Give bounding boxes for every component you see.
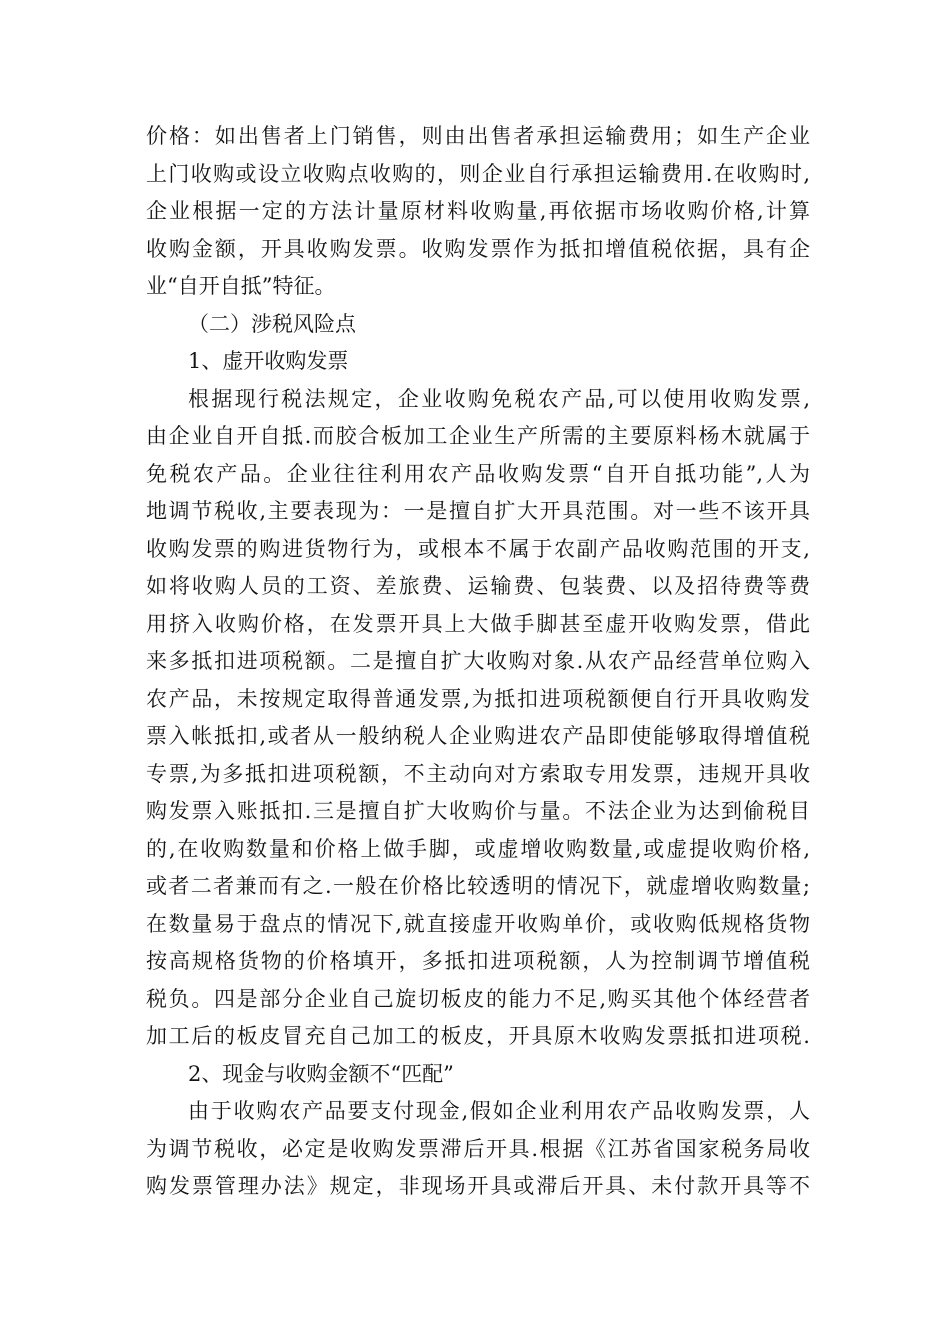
paragraph-line: 地调节税收,主要表现为：一是擅自扩大开具范围。对一些不该开具 [146, 499, 810, 523]
paragraph-line: 购发票管理办法》规定，非现场开具或滞后开具、未付款开具等不 [146, 1174, 810, 1198]
paragraph-line: 如将收购人员的工资、差旅费、运输费、包装费、以及招待费等费 [146, 574, 810, 598]
paragraph-line: 企业根据一定的方法计量原材料收购量,再依据市场收购价格,计算 [146, 199, 810, 223]
paragraph-line: 的,在收购数量和价格上做手脚，或虚增收购数量,或虚提收购价格, [146, 836, 810, 861]
paragraph-line: 购发票入账抵扣.三是擅自扩大收购价与量。不法企业为达到偷税目 [146, 799, 810, 823]
paragraph-line: 用挤入收购价格，在发票开具上大做手脚甚至虚开收购发票，借此 [146, 611, 810, 636]
paragraph-line: 由企业自开自抵.而胶合板加工企业生产所需的主要原料杨木就属于 [146, 424, 810, 448]
paragraph-line: 业“自开自抵”特征。 [146, 274, 336, 298]
paragraph-line: 根据现行税法规定，企业收购免税农产品,可以使用收购发票, [188, 386, 810, 411]
paragraph-line: 价格：如出售者上门销售，则由出售者承担运输费用；如生产企业 [146, 124, 810, 148]
paragraph-line: 税负。四是部分企业自己旋切板皮的能力不足,购买其他个体经营者 [146, 986, 810, 1011]
paragraph-line: 按高规格货物的价格填开，多抵扣进项税额，人为控制调节增值税 [146, 949, 810, 973]
paragraph-line: 农产品，未按规定取得普通发票,为抵扣进项税额便自行开具收购发 [146, 686, 810, 711]
document-body [146, 118, 810, 1206]
subsection-heading: 2、现金与收购金额不“匹配” [188, 1061, 454, 1086]
paragraph-line: 来多抵扣进项税额。二是擅自扩大收购对象.从农产品经营单位购入 [146, 649, 810, 673]
paragraph-line: 或者二者兼而有之.一般在价格比较透明的情况下，就虚增收购数量; [146, 874, 810, 898]
paragraph-line: 免税农产品。企业往往利用农产品收购发票“自开自抵功能”,人为 [146, 461, 810, 486]
paragraph-line: 为调节税收，必定是收购发票滞后开具.根据《江苏省国家税务局收 [146, 1136, 810, 1161]
section-heading: （二）涉税风险点 [188, 311, 356, 336]
paragraph-line: 专票,为多抵扣进项税额，不主动向对方索取专用发票，违规开具收 [146, 761, 810, 786]
paragraph-line: 在数量易于盘点的情况下,就直接虚开收购单价，或收购低规格货物 [146, 911, 810, 936]
paragraph-line: 上门收购或设立收购点收购的，则企业自行承担运输费用.在收购时, [146, 161, 810, 186]
paragraph-line: 票入帐抵扣,或者从一般纳税人企业购进农产品即使能够取得增值税 [146, 724, 810, 748]
paragraph-line: 加工后的板皮冒充自己加工的板皮，开具原木收购发票抵扣进项税. [146, 1024, 810, 1048]
paragraph-line: 收购发票的购进货物行为，或根本不属于农副产品收购范围的开支, [146, 536, 810, 561]
paragraph-line: 收购金额，开具收购发票。收购发票作为抵扣增值税依据，具有企 [146, 236, 810, 261]
paragraph-line: 由于收购农产品要支付现金,假如企业利用农产品收购发票，人 [188, 1099, 810, 1123]
subsection-heading: 1、虚开收购发票 [188, 349, 349, 373]
